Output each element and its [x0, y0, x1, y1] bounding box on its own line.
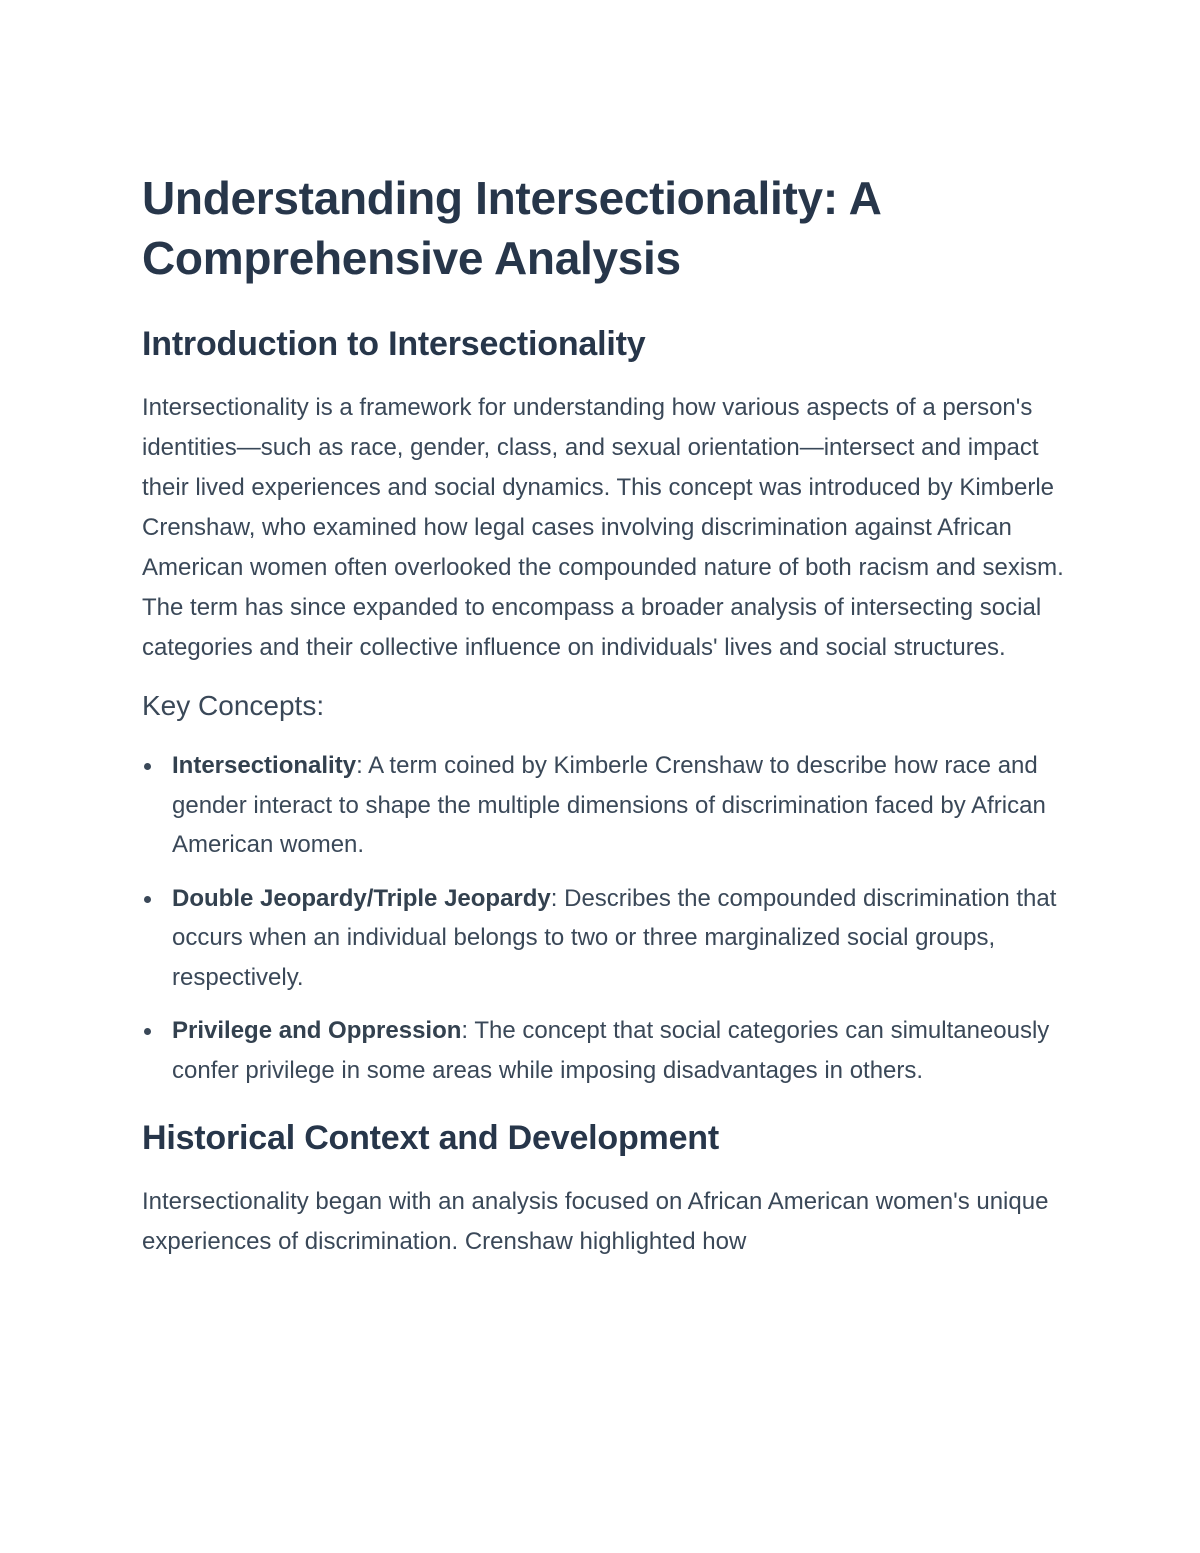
list-item [142, 746, 1072, 865]
list-item [142, 879, 1072, 998]
key-concepts-list [142, 746, 1072, 1090]
bullet-icon [144, 763, 151, 770]
document-page [142, 168, 1072, 1262]
bullet-icon [144, 896, 151, 903]
concept-term: Privilege and Oppression [172, 1017, 462, 1044]
bullet-icon [144, 1028, 151, 1035]
historical-context-paragraph: Intersectionality began with an analysis focused on African American women's unique experiences of discrimination. Crenshaw highlighted how [142, 1188, 1049, 1255]
key-concepts-heading: Key Concepts: [142, 690, 325, 721]
section-heading-historical-context: Historical Context and Development [142, 1119, 719, 1157]
introduction-paragraph: Intersectionality is a framework for understanding how various aspects of a person's identities—such as race, gender, class, and sexual orientation—intersect and impact their lived experiences and social dynamics. This concept was introduced by Kimberle Crenshaw, who examined how legal cases involving discrimination against African American women often overlooked the compounded nature of both racism and sexism. The term has since expanded to encompass a broader analysis of intersecting social categories and their collective influence on individuals' lives and social structures. [142, 394, 1064, 661]
concept-term: Double Jeopardy/Triple Jeopardy [172, 884, 551, 912]
concept-definition: : A term coined by Kimberle Crenshaw to describe how race and gender interact to shape the multiple dimensions of discrimination faced by African American women. [172, 752, 1046, 858]
concept-term: Intersectionality [172, 752, 357, 779]
section-heading-introduction: Introduction to Intersectionality [142, 325, 646, 363]
concept-definition: : The concept that social categories can simultaneously confer privilege in some areas while imposing disadvantages in others. [172, 1017, 1050, 1084]
concept-definition: : Describes the compounded discrimination that occurs when an individual belongs to two or three marginalized social groups, respectively. [172, 884, 1057, 991]
document-title: Understanding Intersectionality: A Comprehensive Analysis [142, 172, 880, 284]
list-item [142, 1011, 1072, 1090]
